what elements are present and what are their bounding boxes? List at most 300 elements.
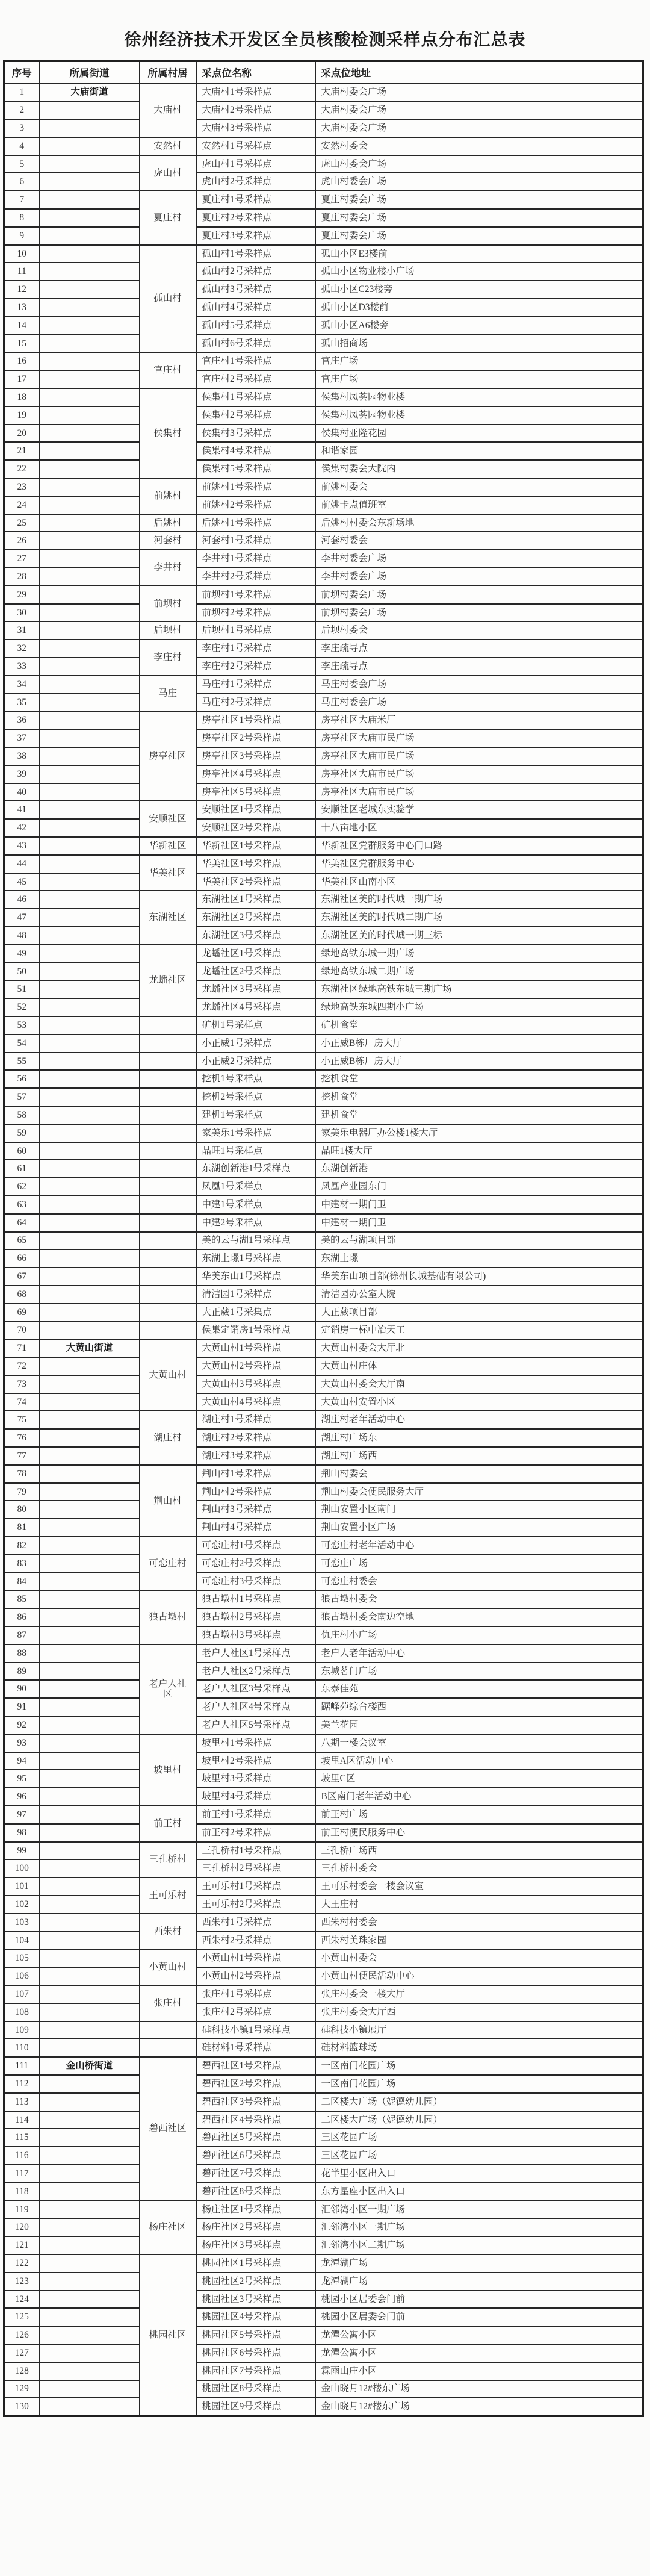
village-cell	[140, 1232, 196, 1250]
site-addr-cell: 华美社区山南小区	[315, 873, 643, 891]
site-name-cell: 张庄村1号采样点	[196, 1985, 315, 2003]
seq-cell: 43	[4, 837, 40, 855]
street-cell	[40, 1896, 140, 1914]
table-row-16	[4, 352, 643, 370]
site-addr-cell: 房亭社区大庙米厂	[315, 711, 643, 729]
street-cell	[40, 1447, 140, 1465]
street-cell	[40, 532, 140, 550]
street-cell	[40, 1644, 140, 1663]
seq-cell: 130	[4, 2398, 40, 2416]
site-name-cell: 侯集村3号采样点	[196, 425, 315, 443]
street-cell	[40, 2003, 140, 2021]
site-addr-cell: 夏庄村委会广场	[315, 227, 643, 245]
site-addr-cell: B区南门老年活动中心	[315, 1788, 643, 1806]
table-row-46	[4, 891, 643, 909]
table-row-40	[4, 783, 643, 801]
street-cell	[40, 1088, 140, 1106]
site-name-cell: 小黄山村2号采样点	[196, 1967, 315, 1985]
table-row-32	[4, 639, 643, 658]
table-row-96	[4, 1788, 643, 1806]
site-name-cell: 侯集村1号采样点	[196, 388, 315, 406]
seq-cell: 104	[4, 1932, 40, 1950]
site-addr-cell: 虎山村委会广场	[315, 173, 643, 191]
table-row-94	[4, 1752, 643, 1770]
site-name-cell: 前王村2号采样点	[196, 1824, 315, 1842]
table-row-51	[4, 980, 643, 998]
col-header-village: 所属村居	[140, 61, 196, 84]
site-name-cell: 大正葳1号采集点	[196, 1304, 315, 1322]
seq-cell: 96	[4, 1788, 40, 1806]
table-row-33	[4, 658, 643, 676]
site-addr-cell: 荆山村委会	[315, 1465, 643, 1483]
site-addr-cell: 张庄村委会一楼大厅	[315, 1985, 643, 2003]
street-cell	[40, 1196, 140, 1214]
site-name-cell: 碧西社区7号采样点	[196, 2165, 315, 2183]
seq-cell: 76	[4, 1429, 40, 1447]
seq-cell: 123	[4, 2273, 40, 2291]
site-addr-cell: 狼古墩村委会南边空地	[315, 1608, 643, 1626]
street-cell	[40, 1160, 140, 1178]
seq-cell: 29	[4, 586, 40, 604]
street-cell	[40, 1608, 140, 1626]
seq-cell: 99	[4, 1842, 40, 1860]
village-cell: 东湖社区	[140, 891, 196, 944]
seq-cell: 105	[4, 1949, 40, 1967]
site-addr-cell: 王可乐村委会一楼会议室	[315, 1878, 643, 1896]
seq-cell: 74	[4, 1393, 40, 1411]
site-name-cell: 荆山村3号采样点	[196, 1501, 315, 1519]
village-cell: 老户人社区	[140, 1644, 196, 1734]
site-name-cell: 夏庄村2号采样点	[196, 209, 315, 227]
table-row-15	[4, 335, 643, 353]
site-name-cell: 杨庄社区1号采样点	[196, 2201, 315, 2219]
street-cell	[40, 819, 140, 837]
site-addr-cell: 金山晓月12#楼东广场	[315, 2398, 643, 2416]
table-row-38	[4, 747, 643, 765]
table-row-20	[4, 425, 643, 443]
table-row-55	[4, 1053, 643, 1071]
col-header-site-name: 采点位名称	[196, 61, 315, 84]
site-name-cell: 大庙村2号采样点	[196, 101, 315, 119]
site-name-cell: 晶旺1号采样点	[196, 1142, 315, 1160]
street-cell	[40, 2147, 140, 2165]
village-cell	[140, 1106, 196, 1124]
street-cell	[40, 155, 140, 173]
street-cell	[40, 514, 140, 532]
site-name-cell: 凤凰1号采样点	[196, 1178, 315, 1196]
site-name-cell: 桃园社区5号采样点	[196, 2326, 315, 2344]
site-name-cell: 硅科技小镇1号采样点	[196, 2021, 315, 2039]
street-cell	[40, 173, 140, 191]
seq-cell: 37	[4, 729, 40, 747]
street-cell	[40, 1752, 140, 1770]
site-addr-cell: 汇邻湾小区一期广场	[315, 2201, 643, 2219]
site-name-cell: 清洁园1号采样点	[196, 1286, 315, 1304]
table-row-22	[4, 460, 643, 478]
table-row-121	[4, 2236, 643, 2254]
seq-cell: 47	[4, 909, 40, 927]
seq-cell: 49	[4, 945, 40, 963]
table-row-27	[4, 550, 643, 568]
street-cell	[40, 1985, 140, 2003]
seq-cell: 79	[4, 1483, 40, 1501]
street-cell	[40, 1932, 140, 1950]
village-cell: 荆山村	[140, 1465, 196, 1537]
village-cell: 龙蟠社区	[140, 945, 196, 1016]
site-name-cell: 坡里村2号采样点	[196, 1752, 315, 1770]
seq-cell: 55	[4, 1053, 40, 1071]
street-cell	[40, 658, 140, 676]
site-addr-cell: 矿机食堂	[315, 1016, 643, 1034]
seq-cell: 31	[4, 621, 40, 639]
table-row-76	[4, 1429, 643, 1447]
seq-cell: 14	[4, 317, 40, 335]
seq-cell: 63	[4, 1196, 40, 1214]
site-name-cell: 小黄山村1号采样点	[196, 1949, 315, 1967]
table-row-39	[4, 765, 643, 783]
site-addr-cell: 汇邻湾小区二期广场	[315, 2236, 643, 2254]
table-row-30	[4, 604, 643, 622]
site-addr-cell: 房亭社区大庙市民广场	[315, 783, 643, 801]
street-cell	[40, 873, 140, 891]
village-cell: 华新社区	[140, 837, 196, 855]
village-cell: 可恋庄村	[140, 1537, 196, 1590]
table-header-row	[4, 61, 643, 84]
site-addr-cell: 前姚村委会	[315, 478, 643, 496]
street-cell	[40, 2308, 140, 2326]
seq-cell: 22	[4, 460, 40, 478]
street-cell	[40, 2218, 140, 2236]
site-name-cell: 孤山村5号采样点	[196, 317, 315, 335]
site-addr-cell: 前王村广场	[315, 1806, 643, 1824]
table-row-87	[4, 1626, 643, 1644]
site-addr-cell: 三区花园广场	[315, 2129, 643, 2147]
seq-cell: 64	[4, 1214, 40, 1232]
village-cell: 后姚村	[140, 514, 196, 532]
seq-cell: 10	[4, 245, 40, 263]
street-cell	[40, 1465, 140, 1483]
site-addr-cell: 挖机食堂	[315, 1088, 643, 1106]
village-cell: 桃园社区	[140, 2254, 196, 2416]
table-row-23	[4, 478, 643, 496]
seq-cell: 82	[4, 1537, 40, 1555]
site-name-cell: 西朱村1号采样点	[196, 1914, 315, 1932]
site-addr-cell: 湖庄村广场西	[315, 1447, 643, 1465]
street-cell	[40, 2254, 140, 2273]
site-name-cell: 老户人社区4号采样点	[196, 1698, 315, 1716]
village-cell: 李庄村	[140, 639, 196, 676]
street-cell	[40, 478, 140, 496]
site-name-cell: 三孔桥村2号采样点	[196, 1859, 315, 1878]
seq-cell: 3	[4, 119, 40, 137]
table-row-25	[4, 514, 643, 532]
site-name-cell: 东湖上璟1号采样点	[196, 1249, 315, 1268]
street-cell	[40, 1859, 140, 1878]
table-row-106	[4, 1967, 643, 1985]
table-row-113	[4, 2093, 643, 2111]
village-cell	[140, 1268, 196, 1286]
table-row-53	[4, 1016, 643, 1034]
site-addr-cell: 十八亩地小区	[315, 819, 643, 837]
seq-cell: 78	[4, 1465, 40, 1483]
site-addr-cell: 清洁园办公室大院	[315, 1286, 643, 1304]
street-cell	[40, 496, 140, 514]
site-name-cell: 桃园社区1号采样点	[196, 2254, 315, 2273]
site-addr-cell: 前姚卡点值班室	[315, 496, 643, 514]
street-cell	[40, 2291, 140, 2309]
table-row-109	[4, 2021, 643, 2039]
site-name-cell: 孤山村3号采样点	[196, 281, 315, 299]
table-row-102	[4, 1896, 643, 1914]
seq-cell: 129	[4, 2380, 40, 2398]
seq-cell: 32	[4, 639, 40, 658]
site-name-cell: 杨庄社区2号采样点	[196, 2218, 315, 2236]
site-addr-cell: 孤山小区物业楼小广场	[315, 263, 643, 281]
village-cell	[140, 1088, 196, 1106]
street-cell	[40, 2344, 140, 2362]
site-name-cell: 东湖创新港1号采样点	[196, 1160, 315, 1178]
village-cell: 侯集村	[140, 388, 196, 478]
table-row-117	[4, 2165, 643, 2183]
table-row-45	[4, 873, 643, 891]
seq-cell: 118	[4, 2183, 40, 2201]
site-addr-cell: 后姚村村委会东新场地	[315, 514, 643, 532]
street-cell	[40, 1555, 140, 1573]
street-cell	[40, 2021, 140, 2039]
village-cell: 大庙村	[140, 84, 196, 137]
seq-cell: 24	[4, 496, 40, 514]
seq-cell: 13	[4, 299, 40, 317]
seq-cell: 83	[4, 1555, 40, 1573]
table-row-122	[4, 2254, 643, 2273]
table-row-103	[4, 1914, 643, 1932]
site-addr-cell: 东方星座小区出入口	[315, 2183, 643, 2201]
site-name-cell: 狼古墩村3号采样点	[196, 1626, 315, 1644]
site-addr-cell: 华美社区党群服务中心	[315, 855, 643, 873]
site-addr-cell: 房亭社区大庙市民广场	[315, 765, 643, 783]
table-row-114	[4, 2111, 643, 2129]
seq-cell: 46	[4, 891, 40, 909]
site-name-cell: 东湖社区1号采样点	[196, 891, 315, 909]
seq-cell: 121	[4, 2236, 40, 2254]
street-cell	[40, 980, 140, 998]
seq-cell: 50	[4, 963, 40, 981]
seq-cell: 53	[4, 1016, 40, 1034]
site-addr-cell: 大正葳项目部	[315, 1304, 643, 1322]
seq-cell: 39	[4, 765, 40, 783]
table-row-69	[4, 1304, 643, 1322]
seq-cell: 35	[4, 694, 40, 712]
table-row-70	[4, 1321, 643, 1339]
site-addr-cell: 坡里A区活动中心	[315, 1752, 643, 1770]
site-name-cell: 挖机2号采样点	[196, 1088, 315, 1106]
seq-cell: 103	[4, 1914, 40, 1932]
seq-cell: 28	[4, 568, 40, 586]
seq-cell: 56	[4, 1070, 40, 1088]
site-addr-cell: 可恋庄村委会	[315, 1573, 643, 1591]
site-name-cell: 龙蟠社区3号采样点	[196, 980, 315, 998]
street-cell	[40, 801, 140, 819]
site-addr-cell: 东湖上璟	[315, 1249, 643, 1268]
street-cell	[40, 2165, 140, 2183]
site-name-cell: 房亭社区4号采样点	[196, 765, 315, 783]
table-row-123	[4, 2273, 643, 2291]
site-addr-cell: 东湖社区绿地高铁东城三期广场	[315, 980, 643, 998]
table-row-86	[4, 1608, 643, 1626]
street-cell	[40, 263, 140, 281]
village-cell: 官庄村	[140, 352, 196, 388]
site-name-cell: 房亭社区2号采样点	[196, 729, 315, 747]
street-cell	[40, 299, 140, 317]
site-addr-cell: 八期一楼会议室	[315, 1734, 643, 1752]
site-addr-cell: 二区楼大广场（妮德幼儿园）	[315, 2111, 643, 2129]
site-addr-cell: 桃园小区居委会门前	[315, 2291, 643, 2309]
street-cell	[40, 765, 140, 783]
site-addr-cell: 凤凰产业园东门	[315, 1178, 643, 1196]
village-cell: 前坝村	[140, 586, 196, 622]
street-cell	[40, 1357, 140, 1375]
street-cell	[40, 2362, 140, 2380]
site-addr-cell: 仇庄村小广场	[315, 1626, 643, 1644]
site-addr-cell: 孤山小区D3楼前	[315, 299, 643, 317]
street-cell	[40, 1626, 140, 1644]
seq-cell: 71	[4, 1339, 40, 1357]
seq-cell: 33	[4, 658, 40, 676]
site-name-cell: 桃园社区4号采样点	[196, 2308, 315, 2326]
site-name-cell: 夏庄村1号采样点	[196, 191, 315, 209]
site-addr-cell: 硅材料篮球场	[315, 2039, 643, 2057]
site-name-cell: 建机1号采样点	[196, 1106, 315, 1124]
street-cell: 大庙街道	[40, 84, 140, 102]
street-cell	[40, 1716, 140, 1734]
street-cell	[40, 191, 140, 209]
seq-cell: 2	[4, 101, 40, 119]
table-row-1	[4, 84, 643, 102]
table-row-2	[4, 101, 643, 119]
site-name-cell: 夏庄村3号采样点	[196, 227, 315, 245]
street-cell	[40, 783, 140, 801]
street-cell	[40, 1590, 140, 1608]
seq-cell: 30	[4, 604, 40, 622]
site-addr-cell: 绿地高铁东城一期广场	[315, 945, 643, 963]
table-row-10	[4, 245, 643, 263]
seq-cell: 42	[4, 819, 40, 837]
village-cell: 碧西社区	[140, 2057, 196, 2200]
street-cell	[40, 2326, 140, 2344]
site-name-cell: 张庄村2号采样点	[196, 2003, 315, 2021]
village-cell	[140, 1249, 196, 1268]
seq-cell: 95	[4, 1770, 40, 1788]
table-row-14	[4, 317, 643, 335]
site-name-cell: 大黄山村4号采样点	[196, 1393, 315, 1411]
street-cell	[40, 676, 140, 694]
site-name-cell: 马庄村1号采样点	[196, 676, 315, 694]
site-addr-cell: 绿地高铁东城二期广场	[315, 963, 643, 981]
street-cell	[40, 1124, 140, 1142]
site-addr-cell: 踞峰苑综合楼西	[315, 1698, 643, 1716]
table-row-35	[4, 694, 643, 712]
street-cell	[40, 1788, 140, 1806]
table-row-4	[4, 137, 643, 155]
site-name-cell: 狼古墩村1号采样点	[196, 1590, 315, 1608]
street-cell	[40, 442, 140, 460]
table-row-6	[4, 173, 643, 191]
site-addr-cell: 三孔桥广场西	[315, 1842, 643, 1860]
site-addr-cell: 孤山小区C23楼旁	[315, 281, 643, 299]
street-cell	[40, 370, 140, 388]
site-name-cell: 大黄山村3号采样点	[196, 1375, 315, 1393]
street-cell	[40, 227, 140, 245]
table-row-29	[4, 586, 643, 604]
site-addr-cell: 狼古墩村委会	[315, 1590, 643, 1608]
seq-cell: 101	[4, 1878, 40, 1896]
site-name-cell: 前坝村2号采样点	[196, 604, 315, 622]
site-name-cell: 桃园社区9号采样点	[196, 2398, 315, 2416]
site-name-cell: 碧西社区3号采样点	[196, 2093, 315, 2111]
site-addr-cell: 侯集村凤荟园物业楼	[315, 388, 643, 406]
street-cell	[40, 1393, 140, 1411]
site-addr-cell: 官庄广场	[315, 352, 643, 370]
site-name-cell: 坡里村1号采样点	[196, 1734, 315, 1752]
street-cell	[40, 1070, 140, 1088]
seq-cell: 57	[4, 1088, 40, 1106]
village-cell	[140, 1214, 196, 1232]
street-cell	[40, 352, 140, 370]
table-row-84	[4, 1573, 643, 1591]
site-addr-cell: 可恋庄广场	[315, 1555, 643, 1573]
table-row-42	[4, 819, 643, 837]
table-row-85	[4, 1590, 643, 1608]
street-cell: 大黄山街道	[40, 1339, 140, 1357]
table-row-74	[4, 1393, 643, 1411]
site-name-cell: 前姚村2号采样点	[196, 496, 315, 514]
seq-cell: 80	[4, 1501, 40, 1519]
table-row-100	[4, 1859, 643, 1878]
site-addr-cell: 西朱村美珠家园	[315, 1932, 643, 1950]
street-cell	[40, 2093, 140, 2111]
site-name-cell: 小正威2号采样点	[196, 1053, 315, 1071]
site-addr-cell: 二区楼大广场（妮德幼儿园）	[315, 2093, 643, 2111]
village-cell: 马庄	[140, 676, 196, 712]
site-addr-cell: 李庄疏导点	[315, 658, 643, 676]
street-cell	[40, 963, 140, 981]
seq-cell: 87	[4, 1626, 40, 1644]
street-cell	[40, 729, 140, 747]
seq-cell: 23	[4, 478, 40, 496]
village-cell	[140, 1321, 196, 1339]
site-addr-cell: 前王村便民服务中心	[315, 1824, 643, 1842]
site-name-cell: 前姚村1号采样点	[196, 478, 315, 496]
street-cell	[40, 1053, 140, 1071]
site-addr-cell: 美兰花园	[315, 1716, 643, 1734]
seq-cell: 61	[4, 1160, 40, 1178]
table-row-77	[4, 1447, 643, 1465]
site-name-cell: 西朱村2号采样点	[196, 1932, 315, 1950]
seq-cell: 125	[4, 2308, 40, 2326]
table-row-125	[4, 2308, 643, 2326]
street-cell	[40, 2183, 140, 2201]
col-header-seq: 序号	[4, 61, 40, 84]
site-addr-cell: 李庄疏导点	[315, 639, 643, 658]
table-row-31	[4, 621, 643, 639]
site-addr-cell: 东城茗门广场	[315, 1663, 643, 1681]
site-name-cell: 小正威1号采样点	[196, 1034, 315, 1053]
seq-cell: 67	[4, 1268, 40, 1286]
street-cell	[40, 281, 140, 299]
site-name-cell: 安顺社区2号采样点	[196, 819, 315, 837]
table-row-88	[4, 1644, 643, 1663]
street-cell	[40, 388, 140, 406]
